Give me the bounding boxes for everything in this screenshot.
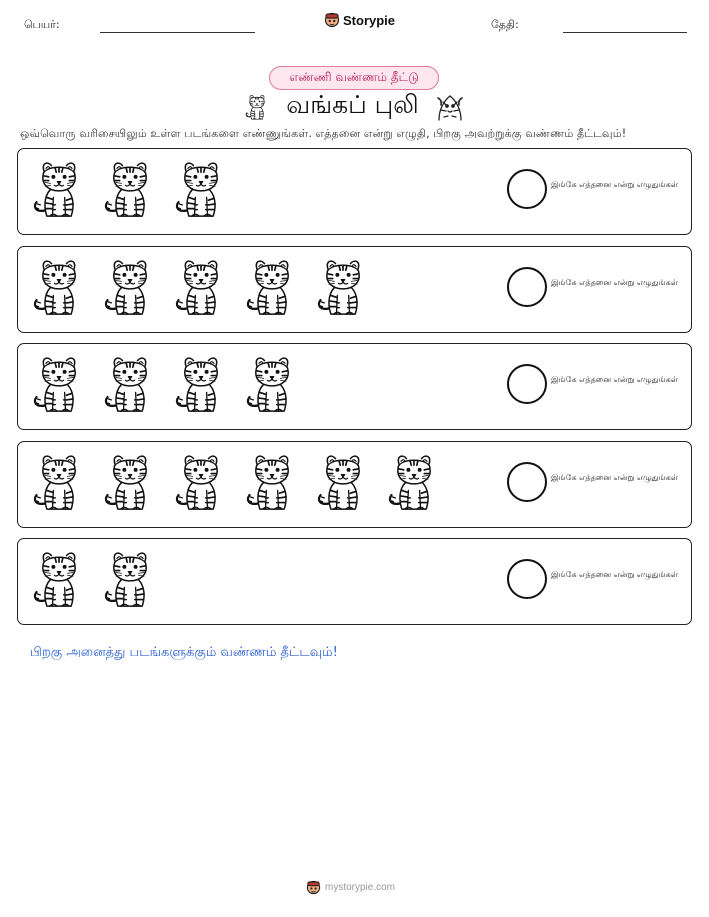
page-title: வங்கப் புலி	[286, 90, 419, 119]
date-label: தேதி:	[491, 18, 519, 31]
counting-row	[17, 441, 692, 528]
tiger-group	[30, 451, 443, 513]
tiger-icon[interactable]	[101, 548, 159, 610]
storypie-mascot-icon	[306, 880, 321, 895]
tiger-icon[interactable]	[243, 256, 301, 318]
title-row	[0, 90, 709, 123]
answer-circle[interactable]	[507, 267, 547, 307]
tiger-icon[interactable]	[101, 158, 159, 220]
tiger-group	[30, 353, 301, 415]
answer-prompt: இங்கே எத்தனை என்று எழுதுங்கள்	[551, 375, 678, 384]
name-line[interactable]	[100, 32, 255, 33]
tiger-icon[interactable]	[243, 451, 301, 513]
answer-prompt: இங்கே எத்தனை என்று எழுதுங்கள்	[551, 277, 678, 287]
tiger-icon[interactable]	[314, 256, 372, 318]
answer-prompt: இங்கே எத்தனை என்று எழுதுங்கள்	[551, 472, 678, 482]
tiger-icon[interactable]	[172, 451, 230, 513]
counting-row	[17, 148, 692, 235]
tiger-icon[interactable]	[30, 451, 88, 513]
answer-circle[interactable]	[507, 364, 547, 404]
brand-logo	[324, 12, 395, 28]
tiger-icon[interactable]	[30, 548, 88, 610]
tiger-icon[interactable]	[172, 256, 230, 318]
tiger-icon[interactable]	[30, 353, 88, 415]
tiger-icon[interactable]	[30, 158, 88, 220]
answer-prompt: இங்கே எத்தனை என்று எழுதுங்கள்	[551, 180, 678, 189]
activity-badge: எண்ணி வண்ணம் தீட்டு	[269, 66, 439, 90]
tiger-group	[30, 548, 159, 610]
instruction-text: ஒவ்வொரு வரிசையிலும் உள்ள படங்களை எண்ணுங்கள். எத்தனை என்று எழுதி, பிறகு அவற்றுக்கு வண்ணம் தீட்டவும்!	[20, 127, 627, 140]
tiger-icon[interactable]	[172, 158, 230, 220]
tiger-group	[30, 158, 230, 220]
counting-row	[17, 538, 692, 625]
tiger-icon[interactable]	[30, 256, 88, 318]
tiger-icon[interactable]	[385, 451, 443, 513]
tiger-icon[interactable]	[101, 451, 159, 513]
tiger-jungle-icon	[435, 92, 465, 122]
tiger-icon[interactable]	[172, 353, 230, 415]
answer-circle[interactable]	[507, 462, 547, 502]
answer-prompt: இங்கே எத்தனை என்று எழுதுங்கள்	[551, 570, 678, 579]
answer-circle[interactable]	[507, 559, 547, 599]
footer-note: பிறகு அனைத்து படங்களுக்கும் வண்ணம் தீட்டவும்!	[30, 645, 338, 660]
site-url: mystorypie.com	[325, 882, 396, 893]
storypie-mascot-icon	[324, 12, 340, 28]
brand-name: Storypie	[343, 12, 396, 28]
tiger-group	[30, 256, 372, 318]
tiger-cub-icon	[244, 93, 270, 121]
answer-circle[interactable]	[507, 169, 547, 209]
site-footer	[306, 880, 395, 895]
tiger-icon[interactable]	[243, 353, 301, 415]
counting-row	[17, 246, 692, 333]
tiger-icon[interactable]	[314, 451, 372, 513]
date-line[interactable]	[563, 32, 687, 33]
tiger-icon[interactable]	[101, 353, 159, 415]
tiger-icon[interactable]	[101, 256, 159, 318]
name-label: பெயர்:	[24, 18, 60, 31]
counting-row	[17, 343, 692, 430]
